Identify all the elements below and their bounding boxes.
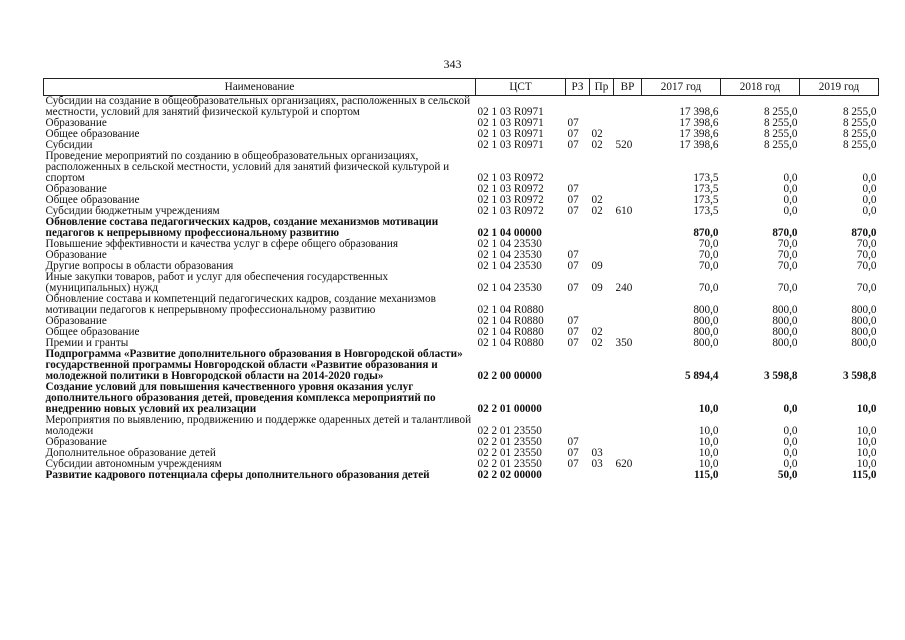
header-2019: 2019 год — [800, 79, 879, 96]
row-2019: 800,0 — [851, 326, 877, 338]
row-2017: 10,0 — [698, 436, 719, 448]
row-2018: 800,0 — [772, 337, 798, 349]
row-2019: 800,0 — [851, 315, 877, 327]
row-pr: 02 — [591, 326, 603, 338]
row-2019: 10,0 — [856, 447, 877, 459]
row-cst: 02 1 03 R0972 — [477, 194, 544, 206]
header-rz: РЗ — [566, 79, 590, 96]
row-name: Мероприятия по выявлению, продвижению и поддержке одаренных детей и талантливой молодежи — [45, 414, 472, 437]
row-2018: 0,0 — [783, 403, 798, 415]
row-2018: 70,0 — [777, 282, 798, 294]
row-pr: 02 — [591, 128, 603, 140]
row-pr — [590, 151, 614, 184]
row-name: Образование — [45, 315, 107, 327]
row-cst: 02 1 04 R0880 — [477, 337, 544, 349]
row-2019: 800,0 — [851, 337, 877, 349]
table-row — [44, 415, 879, 437]
table-row — [44, 217, 879, 239]
row-2017: 70,0 — [698, 260, 719, 272]
row-rz: 07 — [567, 436, 579, 448]
row-2018: 0,0 — [783, 172, 798, 184]
row-2018: 8 255,0 — [763, 117, 798, 129]
row-2017: 17 398,6 — [679, 128, 719, 140]
header-name: Наименование — [44, 79, 476, 96]
row-cst: 02 1 03 R0972 — [477, 205, 544, 217]
row-vr — [614, 239, 642, 250]
row-2019: 10,0 — [856, 403, 877, 415]
header-cst: ЦСТ — [476, 79, 566, 96]
row-2018: 0,0 — [783, 436, 798, 448]
row-pr — [590, 294, 614, 316]
row-vr — [614, 294, 642, 316]
row-cst: 02 2 01 23550 — [477, 458, 542, 470]
row-vr — [614, 382, 642, 415]
row-pr — [590, 349, 614, 382]
row-vr: 520 — [615, 139, 633, 151]
row-cst: 02 1 03 R0971 — [477, 139, 544, 151]
row-name: Подпрограмма «Развитие дополнительного образования в Новгородской области» государственной программы Новгородской области «Развитие образования и молодежной политики в Новгородской области на 2014-2020 годы» — [45, 348, 463, 382]
row-2017: 10,0 — [698, 403, 719, 415]
table-header-row — [44, 79, 879, 96]
row-name: Проведение мероприятий по созданию в общеобразовательных организациях, расположенных в сельской местности, условий для занятий физической культурой и спортом — [45, 150, 450, 184]
row-vr: 240 — [615, 282, 633, 294]
row-2018: 8 255,0 — [763, 128, 798, 140]
row-rz — [566, 382, 590, 415]
row-2017: 800,0 — [693, 337, 719, 349]
row-pr: 09 — [591, 260, 603, 272]
row-2017: 173,5 — [693, 194, 719, 206]
row-2017: 800,0 — [693, 326, 719, 338]
row-rz: 07 — [567, 282, 579, 294]
row-pr — [590, 96, 614, 119]
row-vr — [614, 217, 642, 239]
row-vr: 610 — [615, 205, 633, 217]
row-cst: 02 1 04 R0880 — [477, 315, 544, 327]
row-2017: 115,0 — [693, 469, 719, 481]
row-vr — [614, 415, 642, 437]
row-vr — [614, 96, 642, 119]
table-row — [44, 349, 879, 382]
table-row — [44, 470, 879, 481]
row-name: Образование — [45, 436, 107, 448]
row-2019: 0,0 — [862, 183, 877, 195]
row-vr — [614, 118, 642, 129]
row-2018: 0,0 — [783, 194, 798, 206]
row-cst: 02 2 01 23550 — [477, 425, 542, 437]
page-number: 343 — [443, 57, 462, 71]
row-2018: 800,0 — [772, 304, 798, 316]
row-2018: 0,0 — [783, 183, 798, 195]
row-rz — [566, 151, 590, 184]
row-rz: 07 — [567, 326, 579, 338]
row-name: Премии и гранты — [45, 337, 129, 349]
row-name: Общее образование — [45, 128, 140, 140]
row-cst: 02 2 01 23550 — [477, 447, 542, 459]
row-cst: 02 1 04 R0880 — [477, 326, 544, 338]
row-2017: 10,0 — [698, 425, 719, 437]
row-2019: 10,0 — [856, 458, 877, 470]
row-2018: 0,0 — [783, 425, 798, 437]
row-rz — [566, 349, 590, 382]
row-2019: 70,0 — [856, 238, 877, 250]
row-rz — [566, 96, 590, 119]
row-2018: 0,0 — [783, 205, 798, 217]
row-cst: 02 1 03 R0972 — [477, 183, 544, 195]
row-2017: 173,5 — [693, 183, 719, 195]
row-2017: 800,0 — [693, 304, 719, 316]
row-name: Субсидии бюджетным учреждениям — [45, 205, 220, 217]
row-2018: 70,0 — [777, 249, 798, 261]
row-name: Дополнительное образование детей — [45, 447, 216, 459]
row-cst: 02 1 03 R0971 — [477, 128, 544, 140]
row-vr — [614, 437, 642, 448]
header-vr: ВР — [614, 79, 642, 96]
row-2017: 17 398,6 — [679, 139, 719, 151]
row-cst: 02 2 01 00000 — [477, 403, 542, 415]
row-rz: 07 — [567, 260, 579, 272]
table-row — [44, 239, 879, 250]
row-cst: 02 1 04 23530 — [477, 260, 542, 272]
row-rz: 07 — [567, 117, 579, 129]
row-2017: 10,0 — [698, 458, 719, 470]
row-2017: 70,0 — [698, 238, 719, 250]
table-row — [44, 151, 879, 184]
row-vr — [614, 470, 642, 481]
row-name: Другие вопросы в области образования — [45, 260, 234, 272]
row-name: Субсидии — [45, 139, 93, 151]
row-2017: 173,5 — [693, 172, 719, 184]
row-rz: 07 — [567, 249, 579, 261]
row-cst: 02 1 04 23530 — [477, 282, 542, 294]
row-2019: 870,0 — [851, 227, 877, 239]
row-2017: 5 894,4 — [684, 370, 719, 382]
row-2018: 800,0 — [772, 326, 798, 338]
row-2017: 70,0 — [698, 282, 719, 294]
row-2018: 870,0 — [772, 227, 798, 239]
row-2019: 70,0 — [856, 249, 877, 261]
row-cst: 02 1 04 00000 — [477, 227, 542, 239]
row-2018: 8 255,0 — [763, 106, 798, 118]
row-rz: 07 — [567, 139, 579, 151]
table-row — [44, 382, 879, 415]
row-name: Обновление состава педагогических кадров, создание механизмов мотивации педагогов к непрерывному профессиональному развитию — [45, 216, 439, 239]
row-name: Иные закупки товаров, работ и услуг для обеспечения государственных (муниципальных) нужд — [45, 271, 389, 294]
row-2019: 8 255,0 — [842, 117, 877, 129]
row-2019: 8 255,0 — [842, 106, 877, 118]
row-2019: 800,0 — [851, 304, 877, 316]
row-cst: 02 2 00 00000 — [477, 370, 542, 382]
row-2019: 3 598,8 — [842, 370, 877, 382]
row-pr: 02 — [591, 139, 603, 151]
row-2018: 3 598,8 — [763, 370, 798, 382]
row-name: Образование — [45, 183, 107, 195]
row-name: Развитие кадрового потенциала сферы дополнительного образования детей — [45, 469, 430, 481]
header-2018: 2018 год — [721, 79, 800, 96]
row-vr — [614, 261, 642, 272]
row-vr — [614, 151, 642, 184]
row-pr — [590, 217, 614, 239]
row-2019: 115,0 — [851, 469, 877, 481]
row-name: Образование — [45, 249, 107, 261]
row-name: Повышение эффективности и качества услуг в сфере общего образования — [45, 238, 399, 250]
row-2019: 10,0 — [856, 425, 877, 437]
header-2017: 2017 год — [642, 79, 721, 96]
row-rz — [566, 415, 590, 437]
row-pr: 03 — [591, 458, 603, 470]
row-2019: 10,0 — [856, 436, 877, 448]
row-2019: 8 255,0 — [842, 128, 877, 140]
row-name: Общее образование — [45, 326, 140, 338]
row-2018: 70,0 — [777, 260, 798, 272]
row-vr — [614, 316, 642, 327]
budget-table — [43, 78, 879, 481]
row-pr: 02 — [591, 337, 603, 349]
header-pr: Пр — [590, 79, 614, 96]
row-name: Обновление состава и компетенций педагогических кадров, создание механизмов мотивации педагогов к непрерывному профессиональному развитию — [45, 293, 436, 316]
row-rz: 07 — [567, 458, 579, 470]
row-pr: 03 — [591, 447, 603, 459]
row-2018: 8 255,0 — [763, 139, 798, 151]
row-2018: 70,0 — [777, 238, 798, 250]
table-row — [44, 294, 879, 316]
row-pr: 02 — [591, 205, 603, 217]
table-row — [44, 96, 879, 119]
row-2017: 70,0 — [698, 249, 719, 261]
row-rz — [566, 217, 590, 239]
row-2019: 8 255,0 — [842, 139, 877, 151]
row-cst: 02 2 01 23550 — [477, 436, 542, 448]
row-cst: 02 1 04 23530 — [477, 249, 542, 261]
table-row — [44, 184, 879, 195]
table-row — [44, 272, 879, 294]
row-rz — [566, 294, 590, 316]
row-2017: 17 398,6 — [679, 106, 719, 118]
row-vr: 620 — [615, 458, 633, 470]
row-cst: 02 1 03 R0972 — [477, 172, 544, 184]
row-2019: 70,0 — [856, 282, 877, 294]
row-rz: 07 — [567, 183, 579, 195]
row-2019: 70,0 — [856, 260, 877, 272]
row-vr — [614, 184, 642, 195]
table-body — [44, 96, 879, 482]
row-name: Субсидии автономным учреждениям — [45, 458, 222, 470]
row-rz: 07 — [567, 337, 579, 349]
row-2018: 50,0 — [777, 469, 798, 481]
row-name: Субсидии на создание в общеобразовательных организациях, расположенных в сельской местности, условий для занятий физической культурой и спортом — [45, 95, 471, 118]
table-row — [44, 129, 879, 140]
row-2019: 0,0 — [862, 194, 877, 206]
table-row — [44, 118, 879, 129]
row-name: Общее образование — [45, 194, 140, 206]
row-pr: 09 — [591, 282, 603, 294]
row-cst: 02 1 03 R0971 — [477, 117, 544, 129]
row-vr — [614, 250, 642, 261]
row-2019: 0,0 — [862, 172, 877, 184]
row-pr — [590, 415, 614, 437]
row-2017: 800,0 — [693, 315, 719, 327]
row-rz: 07 — [567, 205, 579, 217]
row-2017: 17 398,6 — [679, 117, 719, 129]
row-cst: 02 1 04 23530 — [477, 238, 542, 250]
row-pr — [590, 382, 614, 415]
row-rz: 07 — [567, 194, 579, 206]
row-2017: 173,5 — [693, 205, 719, 217]
row-pr — [590, 470, 614, 481]
table-row — [44, 316, 879, 327]
row-rz: 07 — [567, 315, 579, 327]
row-cst: 02 1 03 R0971 — [477, 106, 544, 118]
row-2018: 800,0 — [772, 315, 798, 327]
table-row — [44, 327, 879, 338]
row-2017: 10,0 — [698, 447, 719, 459]
row-name: Создание условий для повышения качественного уровня оказания услуг дополнительного образования детей, проведения комплекса мероприятий по внедрению новых условий их реализации — [45, 381, 436, 415]
row-cst: 02 2 02 00000 — [477, 469, 542, 481]
row-rz: 07 — [567, 128, 579, 140]
row-2018: 0,0 — [783, 458, 798, 470]
row-pr — [590, 239, 614, 250]
row-pr: 02 — [591, 194, 603, 206]
row-cst: 02 1 04 R0880 — [477, 304, 544, 316]
row-2018: 0,0 — [783, 447, 798, 459]
row-rz: 07 — [567, 447, 579, 459]
row-2019: 0,0 — [862, 205, 877, 217]
row-vr — [614, 349, 642, 382]
row-vr: 350 — [615, 337, 633, 349]
row-rz — [566, 470, 590, 481]
row-name: Образование — [45, 117, 107, 129]
row-2017: 870,0 — [693, 227, 719, 239]
